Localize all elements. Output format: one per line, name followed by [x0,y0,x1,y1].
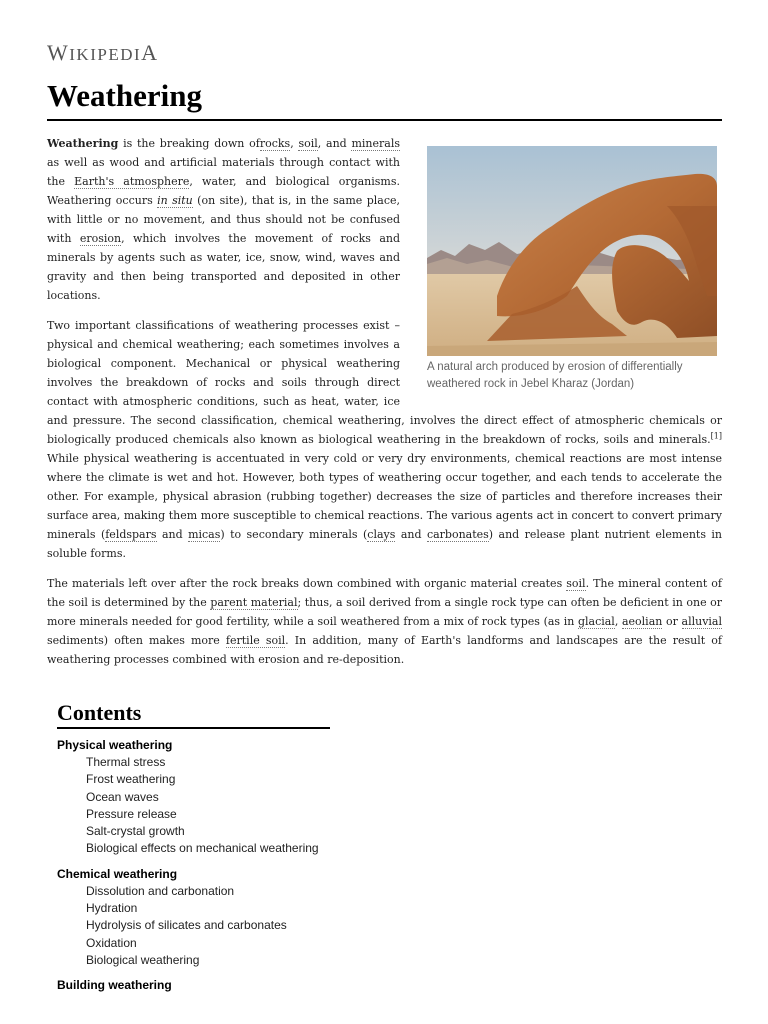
text: , [614,615,622,628]
arch-photo[interactable] [427,146,717,356]
wikipedia-logo[interactable] [47,40,159,66]
text: ) to secondary minerals ( [220,528,368,541]
toc-subsection-link[interactable]: Biological effects on mechanical weathering [86,841,319,856]
toc-subsection-link[interactable]: Hydrolysis of silicates and carbonates [86,918,287,933]
toc-subsection-link[interactable]: Ocean waves [86,789,159,804]
text: sediments) often makes more [47,634,226,647]
toc-section-link[interactable]: Physical weathering [57,738,173,752]
link-feldspars[interactable]: feldspars [105,528,157,541]
text: ) and release plant nutrient elements in soluble forms. [47,528,723,560]
text: and [156,528,189,541]
link-erosion[interactable]: erosion [79,232,122,245]
bold-term: Weathering [47,137,119,150]
toc-section [57,977,357,994]
text: and [395,528,427,541]
text: or [662,615,682,628]
article-body [47,134,722,680]
link-in-situ[interactable]: in situ [157,194,193,207]
link-rocks[interactable]: rocks [259,137,291,150]
text: , water, and biological organisms. Weathering occurs [47,175,400,207]
link-soil[interactable]: soil [298,137,318,150]
link-fertile-soil[interactable]: fertile soil [225,634,286,647]
text: While physical weathering is accentuated in very cold or very dry environments, chemical reactions are most intense where the climate is wet and hot. However, both types of weathering occur together, and each tends to accelerate the other. For example, physical abrasion (rubbing together) decreases the size of particles and therefore increases their surface area, making them more susceptible to chemical reactions. The various agents act in concert to convert primary minerals ( [47,452,722,541]
link-soil-2[interactable]: soil [566,577,586,590]
text: The materials left over after the rock breaks down combined with organic material creates [47,577,567,590]
text: . In addition, many of Earth's landforms and landscapes are the result of weathering processes combined with erosion and re-deposition. [47,634,722,666]
reference-1[interactable]: [1] [710,431,722,441]
text: Two important classifications of weathering processes exist – physical and chemical weathering; each sometimes involves a biological component. Mechanical or physical weathering involves the breakdown of rocks and soils through direct contact with atmospheric conditions, such as heat, water, ice and pressure. The second classification, chemical weathering, involves the direct effect of atmospheric chemicals or biologically produced chemicals also known as biological weathering in the breakdown of rocks, soils and minerals. [47,319,722,446]
text: , which involves the movement of rocks and minerals by agents such as water, ice, snow, wind, waves and gravity and then being transported and deposited in other locations. [47,232,400,302]
text: . The mineral content of the soil is determined by the [47,577,722,609]
figure-caption: A natural arch produced by erosion of differentially weathered rock in Jebel Kharaz (Jordan) [427,361,683,390]
toc-subsection-link[interactable]: Oxidation [86,935,137,950]
toc-subsection-link[interactable]: Hydration [86,901,138,916]
link-micas[interactable]: micas [188,528,221,541]
figure [427,146,717,393]
text: as well as wood and artificial materials through contact with the [47,156,400,188]
toc-section-link[interactable]: Building weathering [57,978,172,993]
toc-section-link[interactable]: Chemical weathering [57,866,178,881]
link-glacial[interactable]: glacial [577,615,615,628]
link-clays[interactable]: clays [367,528,396,541]
toc-subsection-link[interactable]: Thermal stress [86,755,166,769]
text: , [290,137,299,150]
link-aeolian[interactable]: aeolian [621,615,663,628]
link-alluvial[interactable]: alluvial [681,615,723,628]
toc-heading: Contents [57,700,330,729]
toc-subsection-link[interactable]: Frost weathering [86,772,176,787]
text: is the breaking down of [118,137,260,150]
link-earths-atmosphere[interactable]: Earth's atmosphere [74,175,190,188]
link-parent-material[interactable]: parent material [210,596,298,609]
toc-section [57,866,357,969]
text: ; thus, a soil derived from a single rock type can often be deficient in one or more minerals needed for good fertility, while a soil weathered from a mix of rock types (as in [47,596,722,628]
link-carbonates[interactable]: carbonates [426,528,489,541]
table-of-contents [57,700,357,994]
text: (on site), that is, in the same place, with little or no movement, and thus should not be confused with [47,194,400,245]
toc-section [57,737,357,858]
toc-sections [57,737,357,994]
arch-photo-illustration [427,146,717,356]
page-title: Weathering [47,78,722,121]
paragraph-soil [47,574,722,669]
toc-subsection-link[interactable]: Salt-crystal growth [86,824,185,839]
text: , and [317,137,352,150]
toc-subsection-link[interactable]: Biological weathering [86,952,200,967]
toc-subsection-link[interactable]: Pressure release [86,806,177,821]
logo-text: WIKIPEDIA [47,40,159,65]
link-minerals[interactable]: minerals [351,137,400,150]
toc-subsection-link[interactable]: Dissolution and carbonation [86,883,235,898]
